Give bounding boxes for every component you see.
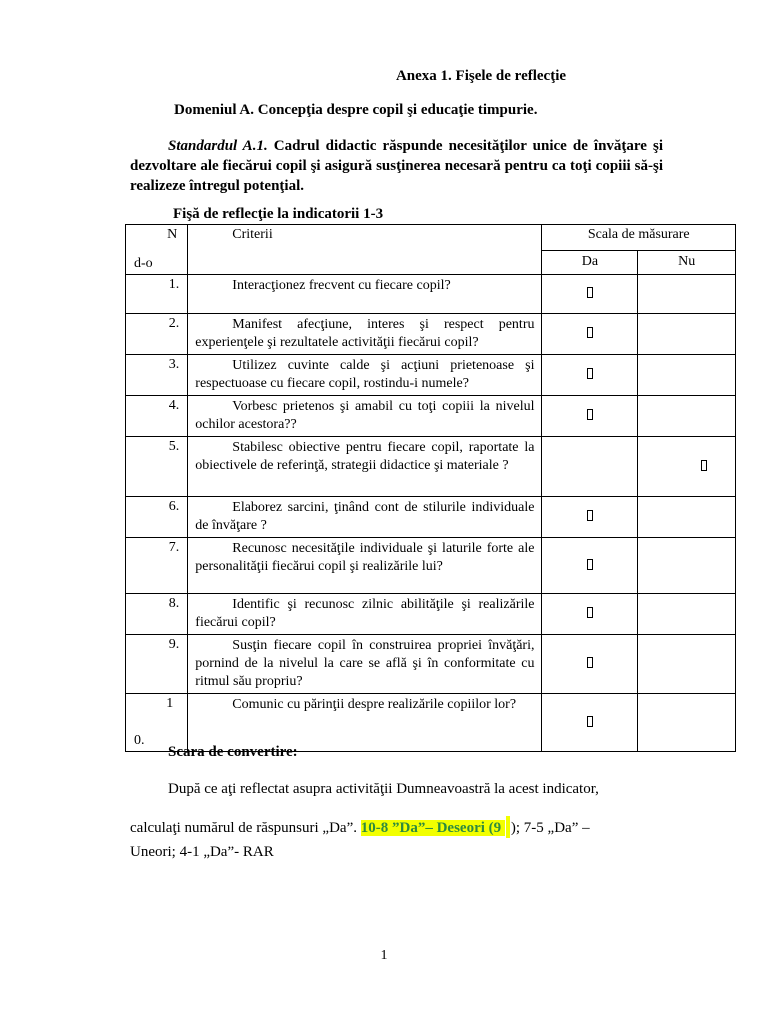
checkmark-icon: [587, 368, 593, 379]
criterion-text: Recunosc necesităţile individuale şi laturile forte ale personalităţii fiecărui copil şi realizările lui?: [188, 538, 542, 594]
checkmark-icon: [587, 657, 593, 668]
scale-continuation: ); 7-5 „Da” –: [510, 820, 590, 836]
conversion-paragraph: După ce aţi reflectat asupra activităţii Dumneavoastră la acest indicator,: [168, 781, 599, 797]
highlighted-scale: 10-8 ”Da”– Deseori (9: [360, 820, 505, 836]
no-cell: [638, 497, 736, 538]
checkmark-icon: [701, 460, 707, 471]
yes-cell: [542, 497, 638, 538]
yes-cell: [542, 694, 638, 752]
checkmark-icon: [587, 327, 593, 338]
header-no: Nu: [638, 251, 736, 275]
criterion-text: Manifest afecţiune, interes şi respect pentru experienţele şi rezultatele activităţii fiecărui copil?: [188, 314, 542, 355]
header-nr-top: N: [167, 227, 178, 242]
criterion-text: Interacţionez frecvent cu fiecare copil?: [188, 275, 542, 314]
scale-last-line: Uneori; 4-1 „Da”- RAR: [130, 844, 274, 860]
yes-cell: [542, 396, 638, 437]
standard-label: Standardul A.1.: [168, 138, 268, 154]
header-criteria: Criterii: [188, 225, 542, 275]
table-row: [126, 396, 736, 437]
yes-cell: [542, 538, 638, 594]
standard-paragraph: [130, 136, 663, 196]
row-number: 5.: [126, 437, 188, 497]
domain-title: Domeniul A. Concepţia despre copil şi educaţie timpurie.: [174, 102, 538, 118]
table-row: [126, 437, 736, 497]
header-scale: Scala de măsurare: [542, 225, 736, 251]
row-number: 2.: [126, 314, 188, 355]
yes-cell: [542, 275, 638, 314]
row-number: 3.: [126, 355, 188, 396]
checkmark-icon: [587, 607, 593, 618]
table-row: [126, 275, 736, 314]
checkmark-icon: [587, 559, 593, 570]
row-number: 8.: [126, 594, 188, 635]
table-row: [126, 497, 736, 538]
criterion-text: Comunic cu părinţii despre realizările copiilor lor?: [188, 694, 542, 752]
no-cell: [638, 314, 736, 355]
page-number: 1: [380, 948, 388, 963]
criterion-text: Susţin fiecare copil în construirea propriei învăţări, pornind de la nivelul la care se află şi în conformitate cu ritmul său propriu?: [188, 635, 542, 694]
row-number: 1.: [126, 275, 188, 314]
table-row: [126, 538, 736, 594]
yes-cell: [542, 594, 638, 635]
no-cell: [638, 538, 736, 594]
no-cell: [638, 275, 736, 314]
no-cell: [638, 355, 736, 396]
checkmark-icon: [587, 287, 593, 298]
no-cell: [638, 594, 736, 635]
criterion-text: Utilizez cuvinte calde şi acţiuni prietenoase şi respectuoase cu fiecare copil, rostindu-i numele?: [188, 355, 542, 396]
checkmark-icon: [587, 510, 593, 521]
conversion-scale-text: [130, 816, 663, 864]
criterion-text: Vorbesc prietenos şi amabil cu toţi copiii la nivelul ochilor acestora??: [188, 396, 542, 437]
row-number: 1 0.: [126, 694, 188, 752]
row-number: 6.: [126, 497, 188, 538]
checkmark-icon: [587, 409, 593, 420]
table-row: [126, 694, 736, 752]
no-cell: [638, 396, 736, 437]
yes-cell: [542, 635, 638, 694]
row-number: 7.: [126, 538, 188, 594]
table-row: [126, 314, 736, 355]
conversion-title: Scara de convertire:: [168, 744, 298, 760]
no-cell: [638, 694, 736, 752]
text-cursor-marker: [506, 816, 510, 838]
criteria-table: [125, 224, 736, 752]
annex-title: Anexa 1. Fişele de reflecţie: [395, 68, 567, 84]
criterion-text: Elaborez sarcini, ţinând cont de stilurile individuale de învăţare ?: [188, 497, 542, 538]
yes-cell: [542, 314, 638, 355]
criterion-text: Stabilesc obiective pentru fiecare copil, raportate la obiectivele de referinţă, strategii didactice şi materiale ?: [188, 437, 542, 497]
table-row: [126, 635, 736, 694]
header-nr-bottom: d-o: [134, 256, 153, 271]
row-number: 9.: [126, 635, 188, 694]
no-cell: [638, 635, 736, 694]
checkmark-icon: [587, 716, 593, 727]
yes-cell: [542, 437, 638, 497]
no-cell: [638, 437, 736, 497]
row-number: 4.: [126, 396, 188, 437]
sheet-title: Fişă de reflecţie la indicatorii 1-3: [173, 206, 384, 222]
count-instruction: calculaţi numărul de răspunsuri „Da”.: [130, 820, 357, 836]
table-row: [126, 355, 736, 396]
yes-cell: [542, 355, 638, 396]
standard-text: Cadrul didactic răspunde necesităţilor unice de învăţare şi dezvoltare ale fiecărui copil şi asigură susţinerea necesară pentru ca toţi copiii să-şi realizeze întregul potenţial.: [130, 138, 664, 194]
header-nr-cell: [126, 225, 188, 275]
header-yes: Da: [542, 251, 638, 275]
criterion-text: Identific şi recunosc zilnic abilităţile şi realizările fiecărui copil?: [188, 594, 542, 635]
table-row: [126, 594, 736, 635]
